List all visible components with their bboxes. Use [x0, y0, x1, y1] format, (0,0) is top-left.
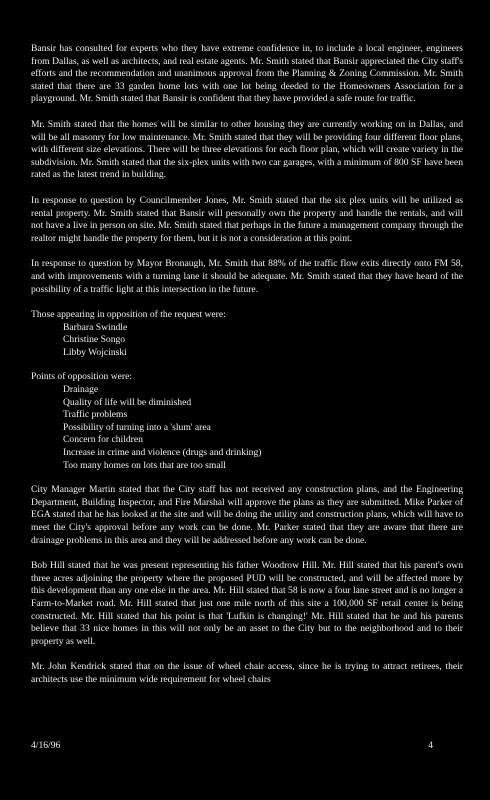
- point-item: Concern for children: [63, 434, 143, 446]
- paragraph-2: Mr. Smith stated that the homes will be similar to other housing they are currently working on in Dallas, and will be all masonry for low maintenance. Mr. Smith stated that they will be providing four different floor plans, with different size elevations. There will be three elevations for each floor plan, which will create variety in the subdivision. Mr. Smith stated that the six-plex units with two car garages, with a minimum of 800 SF have been rated as the latest trend in building.: [31, 118, 463, 181]
- points-heading: Points of opposition were:: [31, 371, 132, 383]
- footer-date: 4/16/96: [31, 740, 61, 751]
- page-number: 4: [428, 740, 433, 751]
- paragraph-5: City Manager Martin stated that the City staff has not received any construction plans, and the Engineering Department, Building Inspector, and Fire Marshal will approve the plans as they are submitted. Mike Parker of EGA stated that he has looked at the site and will be doing the utility and construction plans, which will have to meet the City's approval before any work can be done. Mr. Parker stated that they are aware that there are drainage problems in this area and they will be addressed before any work can be done.: [31, 484, 463, 546]
- opposition-name: Christine Songo: [63, 334, 126, 346]
- point-item: Possibility of turning into a 'slum' area: [63, 421, 211, 433]
- opposition-name: Barbara Swindle: [63, 321, 128, 333]
- paragraph-1: Bansir has consulted for experts who they have extreme confidence in, to include a local engineer, engineers from Dallas, as well as architects, and real estate agents. Mr. Smith stated that Bansir appreciated the City staff's efforts and the recommendation and unanimous approval from the Planning & Zoning Commission. Mr. Smith stated that there are 33 garden home lots with one lot being deeded to the Homeowners Association for a playground. Mr. Smith stated that Bansir is confident that they have provided a safe route for traffic.: [31, 43, 463, 105]
- opposition-names-list: [63, 322, 463, 360]
- opposition-heading: Those appearing in opposition of the request were:: [31, 309, 226, 321]
- paragraph-4: In response to question by Mayor Bronaugh, Mr. Smith that 88% of the traffic flow exits directly onto FM 58, and with improvements with a turning lane it should be adequate. Mr. Smith stated that they have heard of the possibility of a traffic light at this intersection in the future.: [31, 258, 463, 295]
- point-item: Too many homes on lots that are too small: [63, 459, 226, 471]
- point-item: Drainage: [63, 384, 99, 396]
- opposition-name: Libby Wojcinski: [63, 346, 127, 358]
- points-list: [63, 384, 463, 472]
- point-item: Quality of life will be diminished: [63, 396, 192, 408]
- paragraph-3: In response to question by Councilmember Jones, Mr. Smith stated that the six plex units will be utilized as rental property. Mr. Smith stated that Bansir will personally own the property and handle the rentals, and will not have a live in person on site. Mr. Smith stated that perhaps in the future a management company through the realtor might handle the property for them, but it is not a consideration at this point.: [31, 194, 463, 244]
- paragraph-7: Mr. John Kendrick stated that on the issue of wheel chair access, since he is trying to attract retirees, their architects use the minimum wide requirement for wheel chairs: [31, 661, 463, 685]
- point-item: Traffic problems: [63, 409, 128, 421]
- paragraph-6: Bob Hill stated that he was present representing his father Woodrow Hill. Mr. Hill stated that his parent's own three acres adjoining the property where the proposed PUD will be constructed, and will be affected more by this development than any one else in the area. Mr. Hill stated that 58 is now a four lane street and is no longer a Farm-to-Market road. Mr. Hill stated that just one mile north of this site a 100,000 SF retail center is being constructed. Mr. Hill stated that his point is that 'Lufkin is changing!' Mr. Hill stated that he and his parents believe that 33 nice homes in this will not only be an asset to the City but to the neighborhood and to their property as well.: [31, 560, 463, 647]
- document-body: [31, 43, 463, 700]
- point-item: Increase in crime and violence (drugs and drinking): [63, 447, 262, 459]
